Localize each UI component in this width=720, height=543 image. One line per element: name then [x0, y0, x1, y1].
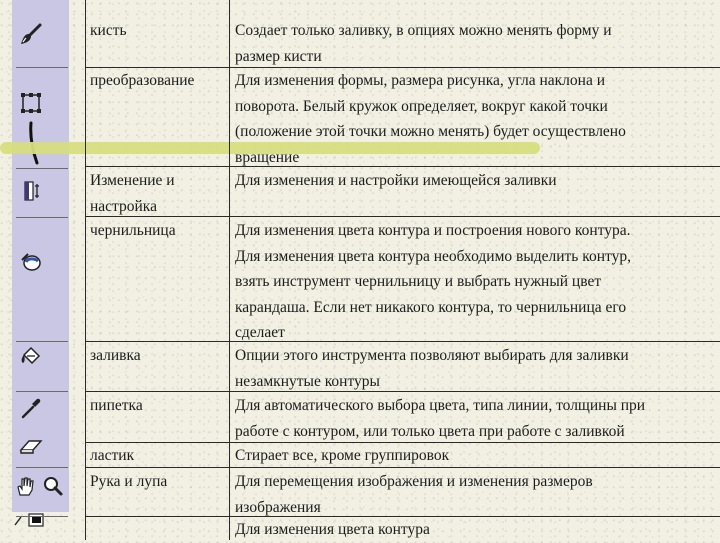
ink-bottle-icon — [18, 248, 44, 274]
tool-name-ink-bottle: чернильница — [90, 222, 176, 239]
tool-desc-paint-bucket: Опции этого инструмента позволяют выбирать для заливки незамкнутые контуры — [235, 347, 629, 390]
hand-icon — [14, 475, 36, 497]
tool-desc-brush: Создает только заливку, в опциях можно менять форму и размер кисти — [235, 22, 612, 65]
tool-desc-eyedropper: Для автоматического выбора цвета, типа линии, толщины при работе с контуром, или только цвета при работе с заливкой — [235, 397, 646, 440]
brush-icon — [18, 22, 44, 48]
tool-desc-stroke-color: Для изменения цвета контура — [235, 521, 430, 538]
transform-icon — [18, 90, 44, 116]
table-border-left — [85, 0, 86, 540]
paint-bucket-icon — [18, 343, 44, 369]
eyedropper-icon — [18, 395, 44, 421]
tool-name-eraser: ластик — [90, 447, 135, 464]
row-divider — [16, 217, 68, 218]
row-divider — [16, 67, 68, 68]
tool-name-hand-magnifier: Рука и лупа — [90, 473, 168, 490]
tool-desc-transform: Для изменения формы, размера рисунка, угла наклона и поворота. Белый кружок определяет, вокруг какой точки (положение этой точки можно менять) будет осуществлено вращение — [235, 72, 626, 166]
row-divider — [16, 391, 68, 392]
fill-transform-icon — [18, 178, 44, 204]
tool-name-paint-bucket: заливка — [90, 347, 141, 364]
row-divider — [16, 516, 68, 517]
tool-desc-eraser: Стирает все, кроме группировок — [235, 447, 450, 464]
eraser-icon — [18, 436, 44, 456]
tool-name-fill-transform: Изменение и настройка — [90, 172, 175, 215]
tool-name-transform: преобразование — [90, 72, 195, 89]
row-divider — [16, 467, 68, 468]
row-divider — [16, 341, 68, 342]
magnifier-icon — [42, 475, 64, 497]
row-divider — [16, 168, 68, 169]
tool-desc-fill-transform: Для изменения и настройки имеющейся заливки — [235, 172, 557, 189]
tool-desc-ink-bottle: Для изменения цвета контура и построения нового контура. Для изменения цвета контура необходимо выделить контур, взять инструмент чернильницу и выбрать нужный цвет карандаша. Если нет никакого контура, то чернильница его сделает — [235, 222, 631, 341]
tool-desc-hand-magnifier: Для перемещения изображения и изменения размеров изображения — [235, 473, 593, 516]
tool-name-eyedropper: пипетка — [90, 397, 143, 414]
stroke-color-icon — [12, 510, 48, 530]
tools-table — [85, 0, 720, 540]
tool-name-brush: кисть — [90, 22, 127, 39]
